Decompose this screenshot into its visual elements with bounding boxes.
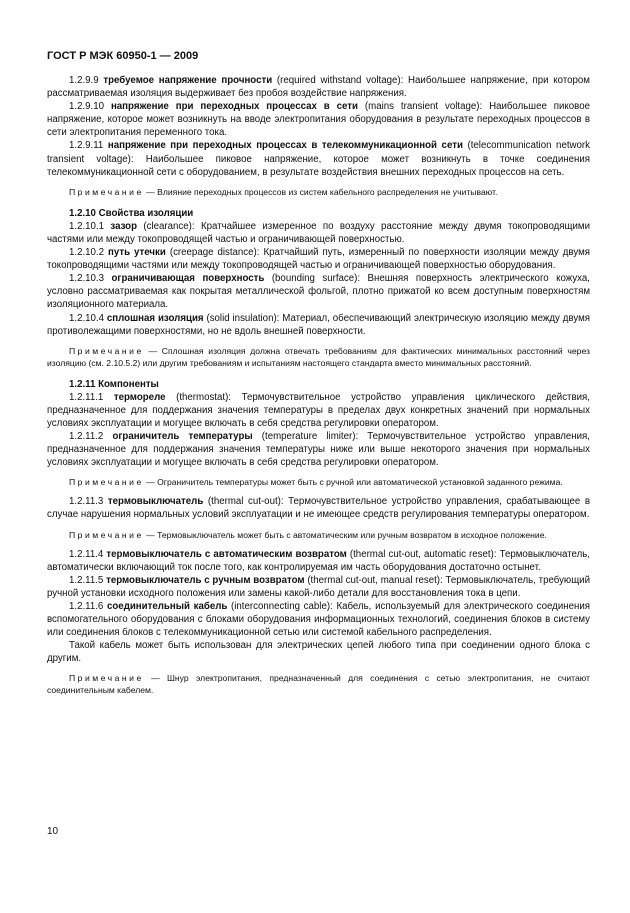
note-label: Примечание xyxy=(69,673,144,684)
clause-number: 1.2.11.4 xyxy=(69,548,104,560)
spacer xyxy=(47,338,590,345)
document-page xyxy=(47,50,590,696)
term: требуемое напряжение прочности xyxy=(103,75,273,86)
note-text: — Влияние переходных процессов из систем кабельного распределения не учитывают. xyxy=(143,186,498,197)
clause-number: 1.2.10.3 xyxy=(69,273,105,285)
note xyxy=(47,345,590,369)
definition: (thermal cut-out, manual reset): Термовыключатель, требующий ручной установки исходного положения или замены какой-либо детали для восстановления тока в цепи. xyxy=(47,574,590,599)
clause-number: 1.2.11.2 xyxy=(69,431,104,443)
section-heading-1-2-10: 1.2.10 Свойства изоляции xyxy=(69,207,194,219)
spacer xyxy=(47,198,590,207)
definition: (creepage distance): Кратчайший путь, измеренный по поверхности изоляции между двумя токопроводящими частями или между токопроводящей частью и ограничивающей поверхностью оборудования. xyxy=(47,247,590,272)
note-text: — Сплошная изоляция должна отвечать требованиям для фактических минимальных расстояний через изоляцию (см. 2.10.5.2) или другим требованиям и испытаниям настоящего стандарта вместо минимальных расстояний. xyxy=(47,345,590,368)
note xyxy=(47,672,590,696)
spacer xyxy=(47,369,590,378)
section-heading-1-2-11: 1.2.11 Компоненты xyxy=(69,378,159,390)
term: термореле xyxy=(113,391,166,403)
term: ограничивающая поверхность xyxy=(111,273,265,285)
term: ограничитель температуры xyxy=(112,431,253,443)
paragraph-1-2-9-11 xyxy=(47,139,590,178)
definition: (interconnecting cable): Кабель, используемый для электрического соединения вспомогательного оборудования с блоками оборудования информационных технологий, соединения блоков в систему или соединения блоков с телекоммуникационной сетью или системой кабельного распределения. xyxy=(47,600,590,639)
clause-number: 1.2.9.11 xyxy=(69,140,104,152)
paragraph-1-2-11-6 xyxy=(47,600,590,639)
paragraph-1-2-10-4 xyxy=(47,312,590,338)
clause-number: 1.2.11.3 xyxy=(69,496,104,508)
paragraph-1-2-11-3 xyxy=(47,495,590,521)
definition: (required withstand voltage): Наибольшее напряжение, при котором рассматриваемая изоляция выдерживает без пробоя воздействие напряжения. xyxy=(47,75,590,100)
spacer xyxy=(47,469,590,476)
term: напряжение при переходных процессах в сети xyxy=(110,101,359,113)
spacer xyxy=(47,522,590,529)
clause-number: 1.2.10.1 xyxy=(69,220,105,232)
definition: (thermal cut-out): Термочувствительное устройство управления, срабатывающее в случае нарушения нормальных условий эксплуатации и не имеющее средств регулирования температуры оператором. xyxy=(47,496,590,521)
note-label: Примечание xyxy=(69,345,144,356)
term: путь утечки xyxy=(108,247,166,259)
term: зазор xyxy=(110,220,138,232)
term: термовыключатель с ручным возвратом xyxy=(106,574,305,586)
paragraph-1-2-11-4 xyxy=(47,548,590,574)
definition: (thermostat): Термочувствительное устройство управления циклического действия, предназначенное для поддержания значения температуры в пределах двух конкретных значений при нормальных условиях эксплуатации и могущее включать в себя средства регулировки оператором. xyxy=(47,391,590,429)
note xyxy=(47,529,590,541)
note-label: Примечание xyxy=(69,529,144,540)
paragraph-1-2-10-3 xyxy=(47,272,590,311)
term: сплошная изоляция xyxy=(106,312,204,324)
spacer xyxy=(47,541,590,548)
note-text: — Шнур электропитания, предназначенный для соединения с сетью электропитания, не считают соединительным кабелем. xyxy=(47,673,590,696)
clause-number: 1.2.10.2 xyxy=(69,247,105,259)
term: напряжение при переходных процессах в телекоммуникационной сети xyxy=(107,140,463,152)
definition: (thermal cut-out, automatic reset): Термовыключатель, автоматически включающий ток после того, как контролируемая им часть оборудования достаточно остынет. xyxy=(47,548,590,573)
page-number: 10 xyxy=(47,826,59,837)
spacer xyxy=(47,488,590,495)
document-header: ГОСТ Р МЭК 60950-1 — 2009 xyxy=(47,50,199,62)
term: термовыключатель с автоматическим возвратом xyxy=(106,548,347,560)
clause-number: 1.2.9.10 xyxy=(69,101,105,113)
definition: (mains transient voltage): Наибольшее пиковое напряжение, которое может возникнуть на вводе электропитания оборудования в результате переходных процессов в сети электропитания переменного тока. xyxy=(47,101,590,139)
spacer xyxy=(47,179,590,186)
paragraph-1-2-9-10 xyxy=(47,100,590,139)
paragraph-1-2-11-2 xyxy=(47,430,590,469)
paragraph-1-2-11-5 xyxy=(47,574,590,600)
clause-number: 1.2.11.1 xyxy=(69,391,104,403)
note-text: — Термовыключатель может быть с автоматическим или ручным возвратом в исходное положение. xyxy=(143,529,547,540)
clause-number: 1.2.11.5 xyxy=(69,574,104,586)
clause-number: 1.2.9.9 xyxy=(69,75,99,86)
definition: (temperature limiter): Термочувствительное устройство управления, предназначенное для поддержания значения температуры ниже или выше некоторого значения при нормальных условиях эксплуатации и могущее включать в себя средства регулировки оператором. xyxy=(47,431,590,469)
definition: (solid insulation): Материал, обеспечивающий электрическую изоляцию между двумя противолежащими поверхностями, но не вдоль внешней поверхности. xyxy=(47,312,590,337)
paragraph-1-2-10-1 xyxy=(47,220,590,246)
paragraph-1-2-11-6-continued: Такой кабель может быть использован для электрических цепей любого типа при соединении одного блока с другим. xyxy=(47,640,590,665)
note-text: — Ограничитель температуры может быть с ручной или автоматической установкой заданного режима. xyxy=(143,477,563,488)
definition: (clearance): Кратчайшее измеренное по воздуху расстояние между двумя токопроводящими частями или между токопроводящей частью и ограничивающей поверхностью. xyxy=(47,220,590,245)
clause-number: 1.2.10.4 xyxy=(69,312,105,324)
note xyxy=(47,476,590,488)
note-label: Примечание xyxy=(69,186,144,197)
paragraph-1-2-9-9 xyxy=(47,74,590,100)
definition: (telecommunication network transient voltage): Наибольшее пиковое напряжение, которое может возникнуть в точке соединения телекоммуникационной сети с оборудованием, в результате воздействия внешних переходных процессов на сеть. xyxy=(47,140,590,178)
note-label: Примечание xyxy=(69,477,144,488)
paragraph-1-2-11-1 xyxy=(47,391,590,430)
note xyxy=(47,186,590,198)
spacer xyxy=(47,665,590,672)
paragraph-1-2-10-2 xyxy=(47,246,590,272)
clause-number: 1.2.11.6 xyxy=(69,600,104,612)
term: термовыключатель xyxy=(107,496,204,508)
definition: (bounding surface): Внешняя поверхность электрического кожуха, условно рассматриваемая как покрытая металлической фольгой, плотно прижатой ко всем доступным поверхностям изоляционного материала. xyxy=(47,273,591,311)
term: соединительный кабель xyxy=(107,600,228,612)
